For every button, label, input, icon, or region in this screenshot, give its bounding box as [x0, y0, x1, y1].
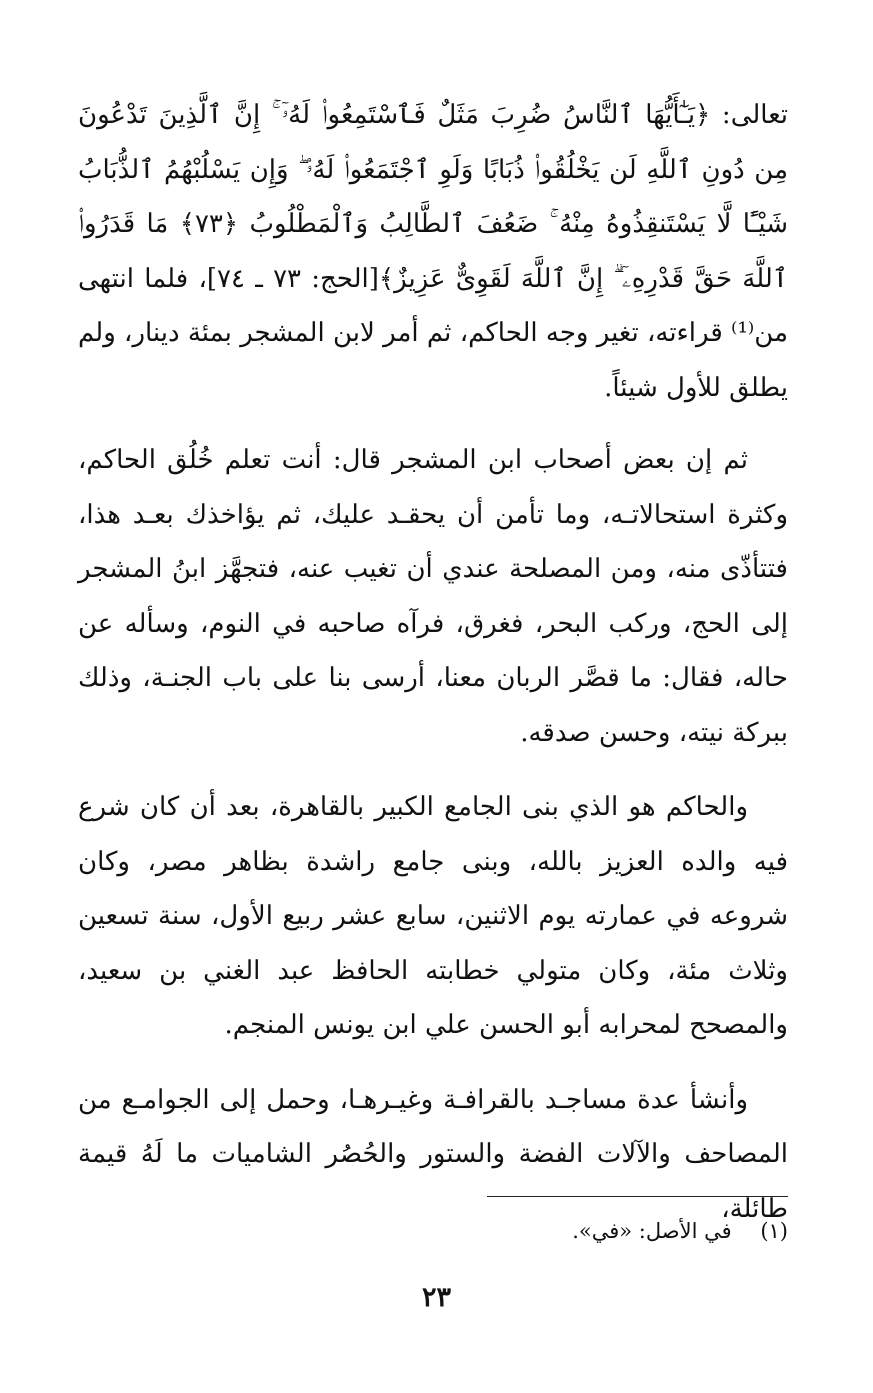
paragraph-3: والحاكم هو الذي بنى الجامع الكبير بالقاهرة، بعد أن كان شرع فيه والده العزيز بالله، وبنى جامع راشدة بظاهر مصر، وكان شروعه في عمارته يوم الاثنين، سابع عشر ربيع الأول، سنة تسعين وثلاث مئة، وكان متولي خطابته الحافظ عبد الغني بن سعيد، والمصحح لمحرابه أبو الحسن علي ابن يونس المنجم.: [78, 792, 788, 1040]
page-body: [78, 88, 788, 1236]
paragraph-1: تعالى: ﴿يَـٰٓأَيُّهَا ٱلنَّاسُ ضُرِبَ مَثَلٌ فَٱسْتَمِعُوا۟ لَهُۥٓ ۚ إِنَّ ٱلَّذِينَ تَدْعُونَ مِن دُونِ ٱللَّهِ لَن يَخْلُقُوا۟ ذُبَابًا وَلَوِ ٱجْتَمَعُوا۟ لَهُۥ ۖ وَإِن يَسْلُبْهُمُ ٱلذُّبَابُ شَيْـًٔا لَّا يَسْتَنقِذُوهُ مِنْهُ ۚ ضَعُفَ ٱلطَّالِبُ وَٱلْمَطْلُوبُ ﴿٧٣﴾ مَا قَدَرُوا۟ ٱللَّهَ حَقَّ قَدْرِهِۦٓ ۗ إِنَّ ٱللَّهَ لَقَوِىٌّ عَزِيزٌ﴾[الحج: ٧٣ ـ ٧٤]، فلما انتهى من⁽¹⁾ قراءته، تغير وجه الحاكم، ثم أمر لابن المشجر بمئة دينار، ولم يطلق للأول شيئاً.: [78, 100, 788, 403]
footnote: [78, 1213, 788, 1249]
footnote-divider: [487, 1196, 788, 1197]
footnote-number: (١): [760, 1219, 788, 1243]
footnote-text: في الأصل: «في».: [572, 1219, 732, 1243]
page-number: ٢٣: [421, 1282, 451, 1313]
paragraph-4: وأنشأ عدة مساجـد بالقرافـة وغيـرهـا، وحمل إلى الجوامـع من المصاحف والآلات الفضة والستور والحُصُر الشاميات ما لَهُ قيمة طائلة،: [78, 1084, 788, 1224]
paragraph-2: ثم إن بعض أصحاب ابن المشجر قال: أنت تعلم خُلُق الحاكم، وكثرة استحالاتـه، وما تأمن أن يحقـد عليك، ثم يؤاخذك بعـد هذا، فتتأذّى منه، ومن المصلحة عندي أن تغيب عنه، فتجهَّز ابنُ المشجر إلى الحج، وركب البحر، فغرق، فرآه صاحبه في النوم، وسأله عن حاله، فقال: ما قصَّر الربان معنا، أرسى بنا على باب الجنـة، وذلك ببركة نيته، وحسن صدقه.: [78, 445, 788, 748]
